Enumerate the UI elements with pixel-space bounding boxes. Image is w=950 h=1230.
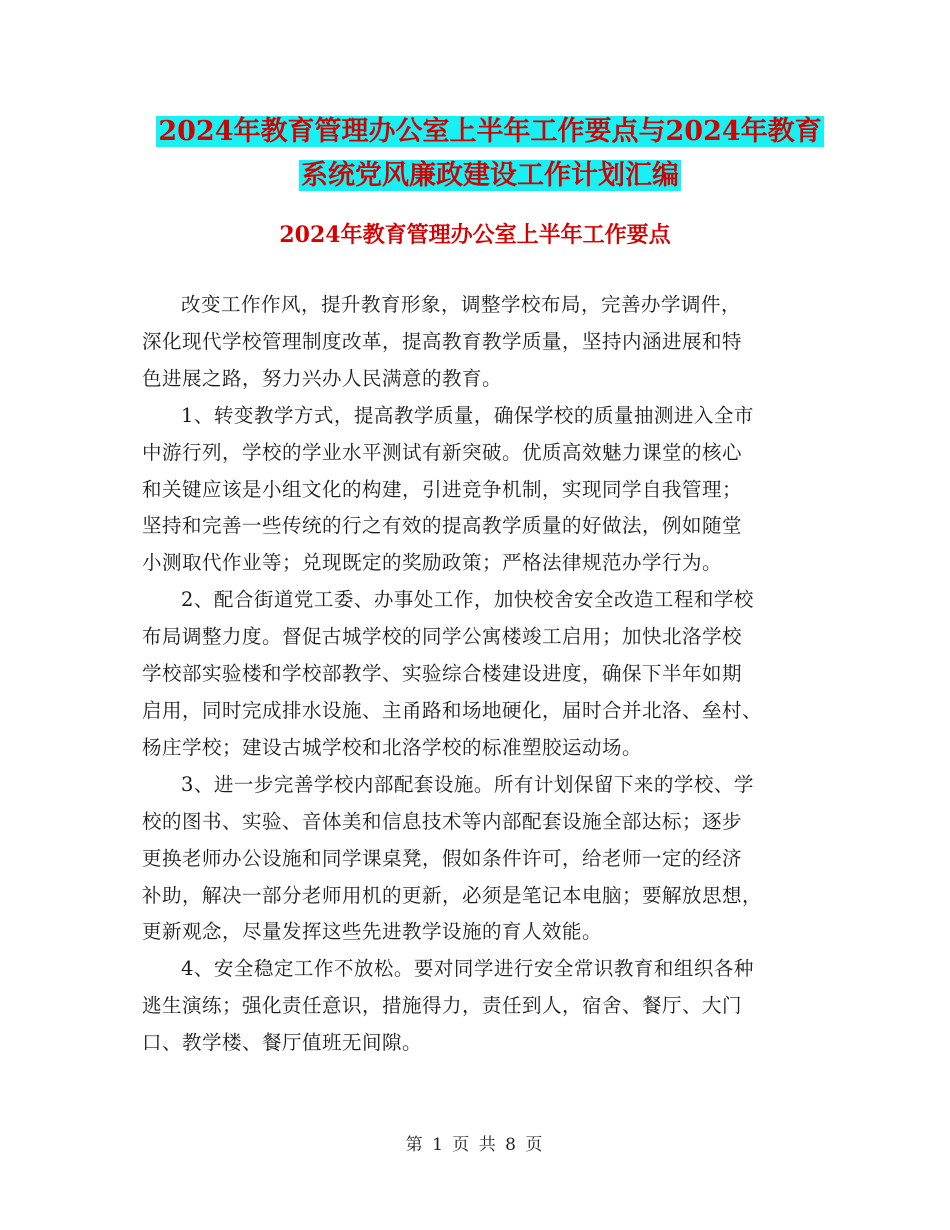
document-title-line-2: 系统党风廉政建设工作计划汇编	[301, 160, 679, 191]
page-footer: 第 1 页 共 8 页	[405, 1135, 545, 1155]
paragraph-intro: 改变工作作风，提升教育形象，调整学校布局，完善办学调件， 深化现代学校管理制度改革，提高教育教学质量，坚持内涵进展和特 色进展之路，努力兴办人民满意的教育。	[142, 293, 743, 390]
document-title	[140, 110, 840, 198]
document-body	[142, 287, 812, 1062]
section-title: 2024年教育管理办公室上半年工作要点	[279, 222, 671, 248]
paragraph-item-3: 3、进一步完善学校内部配套设施。所有计划保留下来的学校、学 校的图书、实验、音体美和信息技术等内部配套设施全部达标；逐步 更换老师办公设施和同学课桌凳，假如条件许可，给老师一定的经济 补助，解决一部分老师用机的更新，必须是笔记本电脑；要解放思想， 更新观念，尽量发挥这些先进教学设施的育人效能。	[142, 772, 763, 944]
paragraph-item-4: 4、安全稳定工作不放松。要对同学进行安全常识教育和组织各种 逃生演练；强化责任意识，措施得力，责任到人，宿舍、餐厅、大门 口、教学楼、餐厅值班无间隙。	[142, 957, 754, 1055]
paragraph-item-2: 2、配合街道党工委、办事处工作，加快校舍安全改造工程和学校 布局调整力度。督促古城学校的同学公寓楼竣工启用；加快北洛学校 学校部实验楼和学校部教学、实验综合楼建设进度，确保下半年如期 启用，同时完成排水设施、主甬路和场地硬化，届时合并北洛、垒村、 杨庄学校；建设古城学校和北洛学校的标准塑胶运动场。	[142, 588, 763, 759]
paragraph-item-1: 1、转变教学方式，提高教学质量，确保学校的质量抽测进入全市 中游行列，学校的学业水平测试有新突破。优质高效魅力课堂的核心 和关键应该是小组文化的构建，引进竞争机制，实现同学自我管理； 坚持和完善一些传统的行之有效的提高教学质量的好做法，例如随堂 小测取代作业等；兑现既定的奖励政策；严格法律规范办学行为。	[142, 403, 754, 575]
document-title-line-1: 2024年教育管理办公室上半年工作要点与2024年教育	[158, 116, 822, 147]
